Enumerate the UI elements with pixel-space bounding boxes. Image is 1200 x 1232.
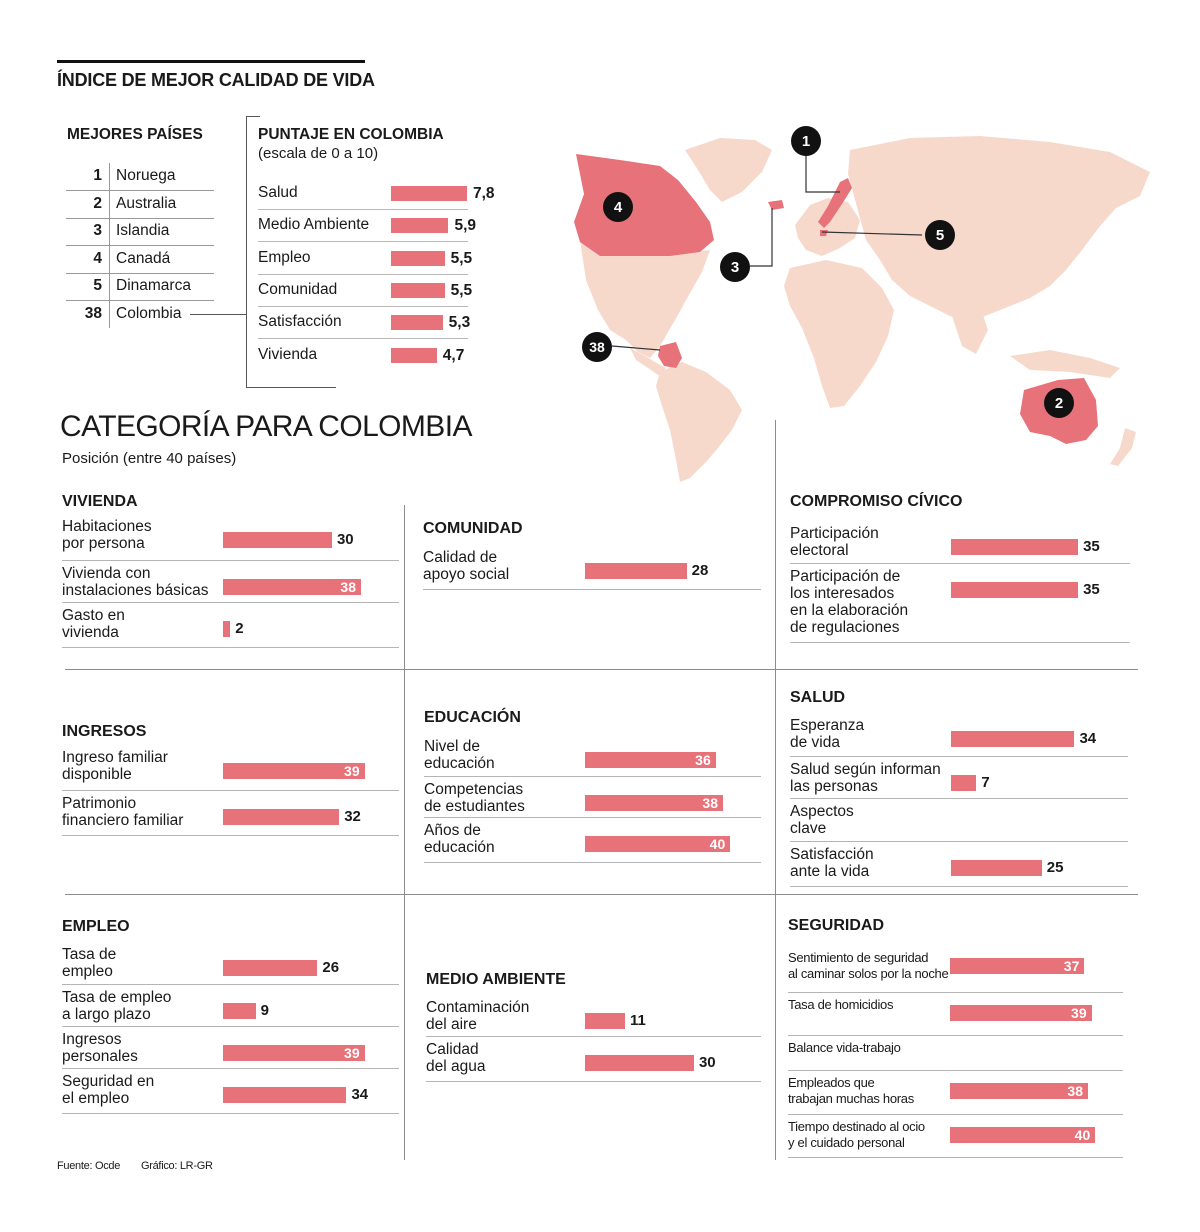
row-divider bbox=[423, 589, 761, 590]
score-bracket-top bbox=[246, 116, 260, 117]
rank-bar bbox=[950, 1083, 1088, 1099]
best-country-name: Noruega bbox=[116, 167, 176, 184]
row-divider bbox=[62, 835, 399, 836]
category-item-label: Tasa de empleo bbox=[62, 946, 117, 980]
rank-divider bbox=[109, 246, 110, 273]
row-divider bbox=[62, 1026, 399, 1027]
rank-bar bbox=[585, 836, 730, 852]
rank-bar bbox=[951, 775, 976, 791]
row-divider bbox=[62, 602, 399, 603]
category-item-label: Aspectos clave bbox=[790, 803, 854, 837]
score-label: Medio Ambiente bbox=[258, 216, 370, 234]
row-divider bbox=[62, 647, 399, 648]
rank-bar bbox=[950, 958, 1084, 974]
rank-bar bbox=[585, 752, 716, 768]
category-item-label: Vivienda con instalaciones básicas bbox=[62, 565, 209, 599]
row-divider bbox=[424, 817, 761, 818]
category-item-label: Tasa de homicidios bbox=[788, 997, 894, 1012]
row-divider bbox=[424, 776, 761, 777]
row-divider bbox=[790, 841, 1128, 842]
category-heading: SEGURIDAD bbox=[788, 917, 885, 934]
category-item-label: Esperanza de vida bbox=[790, 717, 865, 751]
south-america-shape bbox=[656, 362, 742, 482]
rank-value: 34 bbox=[351, 1086, 369, 1103]
category-item-label: Participación de los interesados en la elaboración de regulaciones bbox=[790, 568, 909, 636]
rank-bar bbox=[585, 563, 687, 579]
rank-value: 9 bbox=[260, 1002, 270, 1019]
score-heading: PUNTAJE EN COLOMBIA bbox=[258, 126, 444, 143]
row-divider bbox=[426, 1036, 761, 1037]
best-country-name: Australia bbox=[116, 194, 177, 212]
row-divider bbox=[788, 1070, 1123, 1071]
category-item-label: Salud según informan las personas bbox=[790, 761, 941, 795]
category-item-label: Seguridad en el empleo bbox=[62, 1073, 155, 1107]
best-country-row bbox=[66, 191, 214, 219]
category-heading: EDUCACIÓN bbox=[424, 709, 521, 726]
rank-bar bbox=[223, 1003, 256, 1019]
score-label: Vivienda bbox=[258, 345, 318, 363]
rank-value: 39 bbox=[344, 763, 360, 779]
row-divider bbox=[790, 756, 1128, 757]
rank-bar bbox=[223, 1045, 365, 1061]
row-divider bbox=[424, 862, 761, 863]
rank-value: 25 bbox=[1046, 859, 1064, 876]
world-map bbox=[510, 110, 1160, 490]
best-country-name: Canadá bbox=[116, 249, 171, 267]
rank-value: 38 bbox=[702, 795, 718, 811]
leader-3 bbox=[750, 208, 772, 266]
grid-vline-1 bbox=[404, 505, 405, 1160]
score-bar bbox=[391, 315, 443, 330]
rank-value: 38 bbox=[1067, 1083, 1083, 1099]
rank-bar bbox=[585, 1013, 625, 1029]
indonesia-shape bbox=[1010, 350, 1120, 378]
iceland-shape bbox=[768, 200, 784, 210]
row-divider bbox=[426, 1081, 761, 1082]
category-subtitle: Posición (entre 40 países) bbox=[62, 450, 237, 467]
rank-bar bbox=[950, 1127, 1095, 1143]
rank-bar bbox=[951, 539, 1078, 555]
score-label: Satisfacción bbox=[258, 313, 342, 331]
rank-value: 38 bbox=[340, 579, 356, 595]
rank-bar bbox=[223, 1087, 346, 1103]
rank-value: 36 bbox=[695, 752, 711, 768]
row-divider bbox=[62, 984, 399, 985]
grid-hline-1 bbox=[65, 669, 1138, 670]
rank-value: 7 bbox=[981, 774, 990, 791]
score-subheading: (escala de 0 a 10) bbox=[258, 145, 379, 162]
row-divider bbox=[788, 1035, 1123, 1036]
canada-shape bbox=[574, 154, 714, 256]
category-item-label: Nivel de educación bbox=[424, 738, 495, 772]
marker-3-label: 3 bbox=[730, 259, 740, 276]
score-label: Empleo bbox=[258, 248, 311, 266]
source-note: Fuente: Ocde bbox=[57, 1160, 121, 1172]
category-title: CATEGORÍA PARA COLOMBIA bbox=[60, 410, 472, 443]
rank-value: 40 bbox=[709, 836, 726, 852]
rank-divider bbox=[109, 301, 110, 328]
grid-hline-2 bbox=[65, 894, 1138, 895]
rank-value: 39 bbox=[344, 1045, 360, 1061]
category-item-label: Ingresos personales bbox=[62, 1031, 138, 1065]
rank-value: 28 bbox=[691, 562, 709, 579]
score-label: Salud bbox=[258, 184, 298, 201]
category-item-label: Habitaciones por persona bbox=[62, 518, 152, 552]
score-value: 5,5 bbox=[450, 281, 473, 299]
rank-value: 32 bbox=[344, 808, 361, 825]
rank-value: 30 bbox=[336, 531, 354, 548]
rank-bar bbox=[223, 763, 365, 779]
marker-2-label: 2 bbox=[1054, 395, 1064, 412]
best-country-row bbox=[66, 163, 214, 191]
asia-shape bbox=[848, 136, 1150, 322]
africa-shape bbox=[784, 260, 894, 408]
category-item-label: Sentimiento de seguridad al caminar solos por la noche bbox=[788, 950, 949, 981]
best-country-rank: 4 bbox=[93, 249, 102, 267]
score-value: 7,8 bbox=[473, 185, 495, 202]
rank-value: 35 bbox=[1083, 538, 1100, 555]
leader-1 bbox=[806, 154, 840, 192]
main-title: ÍNDICE DE MEJOR CALIDAD DE VIDA bbox=[57, 70, 375, 90]
best-country-name: Islandia bbox=[116, 222, 170, 240]
category-item-label: Tasa de empleo a largo plazo bbox=[62, 989, 172, 1023]
score-label: Comunidad bbox=[258, 280, 338, 298]
rank-bar bbox=[951, 860, 1042, 876]
category-item-label: Empleados que trabajan muchas horas bbox=[788, 1075, 914, 1106]
category-item-label: Balance vida-trabajo bbox=[788, 1040, 901, 1055]
rank-bar bbox=[223, 809, 339, 825]
best-country-rank: 1 bbox=[93, 167, 102, 184]
best-country-rank: 38 bbox=[84, 305, 102, 322]
row-divider bbox=[790, 886, 1128, 887]
row-divider bbox=[788, 1157, 1123, 1158]
score-bracket-bottom bbox=[246, 387, 336, 388]
category-heading: COMUNIDAD bbox=[423, 520, 523, 537]
row-divider bbox=[790, 642, 1130, 643]
category-item-label: Ingreso familiar disponible bbox=[62, 749, 168, 783]
category-item-label: Calidad del agua bbox=[426, 1041, 486, 1075]
score-value: 5,3 bbox=[448, 314, 471, 332]
rank-value: 37 bbox=[1063, 958, 1080, 974]
score-value: 5,5 bbox=[450, 249, 473, 267]
rank-bar bbox=[223, 960, 317, 976]
rank-value: 39 bbox=[1071, 1005, 1087, 1021]
best-country-name: Dinamarca bbox=[116, 277, 191, 295]
category-item-label: Calidad de apoyo social bbox=[423, 549, 510, 583]
marker-38-label: 38 bbox=[589, 339, 605, 355]
best-country-rank: 2 bbox=[93, 194, 102, 212]
category-heading: INGRESOS bbox=[62, 723, 147, 740]
best-country-row bbox=[66, 273, 214, 301]
rank-bar bbox=[585, 795, 723, 811]
category-heading: EMPLEO bbox=[62, 918, 130, 935]
rank-value: 11 bbox=[629, 1012, 646, 1029]
category-item-label: Gasto en vivienda bbox=[62, 607, 125, 641]
marker-1-label: 1 bbox=[801, 133, 811, 150]
best-country-rank: 5 bbox=[93, 277, 102, 295]
rank-value: 26 bbox=[322, 959, 340, 976]
category-heading: SALUD bbox=[790, 689, 846, 706]
best-country-name: Colombia bbox=[116, 305, 182, 322]
credit-note: Gráfico: LR-GR bbox=[141, 1160, 213, 1172]
rank-divider bbox=[109, 191, 110, 218]
score-value: 5,9 bbox=[454, 217, 477, 235]
best-countries-heading: MEJORES PAÍSES bbox=[67, 126, 203, 143]
row-divider bbox=[62, 1068, 399, 1069]
category-item-label: Patrimonio financiero familiar bbox=[62, 795, 184, 829]
score-value: 4,7 bbox=[442, 346, 465, 364]
best-country-rank: 3 bbox=[93, 222, 102, 240]
greenland-shape bbox=[685, 138, 772, 202]
best-country-row bbox=[66, 246, 214, 274]
category-heading: VIVIENDA bbox=[62, 493, 138, 510]
rank-bar bbox=[223, 579, 361, 595]
rank-divider bbox=[109, 163, 110, 190]
marker-5-label: 5 bbox=[935, 227, 945, 244]
score-bracket-left bbox=[246, 116, 247, 388]
score-bar bbox=[391, 186, 467, 201]
row-divider bbox=[788, 992, 1123, 993]
rank-divider bbox=[109, 273, 110, 300]
rank-value: 40 bbox=[1074, 1127, 1091, 1143]
category-item-label: Competencias de estudiantes bbox=[424, 781, 525, 815]
row-divider bbox=[790, 563, 1130, 564]
category-item-label: Satisfacción ante la vida bbox=[790, 846, 874, 880]
score-bar bbox=[391, 251, 445, 266]
rank-bar bbox=[223, 621, 230, 637]
row-divider bbox=[788, 1114, 1123, 1115]
europe-shape bbox=[795, 198, 860, 256]
new-zealand-shape bbox=[1110, 428, 1136, 466]
marker-4-label: 4 bbox=[613, 199, 623, 216]
rank-value: 30 bbox=[698, 1054, 716, 1071]
score-bar bbox=[391, 283, 445, 298]
row-divider bbox=[62, 790, 399, 791]
title-rule bbox=[57, 60, 365, 63]
row-divider bbox=[62, 560, 399, 561]
category-item-label: Contaminación del aire bbox=[426, 999, 530, 1033]
rank-bar bbox=[951, 731, 1074, 747]
rank-bar bbox=[223, 532, 332, 548]
score-bar bbox=[391, 348, 437, 363]
india-shape bbox=[950, 306, 988, 354]
rank-value: 34 bbox=[1079, 730, 1097, 747]
rank-bar bbox=[950, 1005, 1092, 1021]
rank-divider bbox=[109, 218, 110, 245]
rank-value: 35 bbox=[1083, 581, 1100, 598]
score-bar bbox=[391, 218, 448, 233]
category-item-label: Tiempo destinado al ocio y el cuidado personal bbox=[788, 1119, 925, 1150]
row-divider bbox=[790, 798, 1128, 799]
rank-bar bbox=[585, 1055, 694, 1071]
grid-vline-2 bbox=[775, 420, 776, 1160]
category-heading: COMPROMISO CÍVICO bbox=[790, 493, 963, 510]
category-item-label: Participación electoral bbox=[790, 525, 879, 559]
best-country-row bbox=[66, 218, 214, 246]
category-heading: MEDIO AMBIENTE bbox=[426, 971, 566, 988]
row-divider bbox=[62, 1113, 399, 1114]
colombia-connector bbox=[190, 314, 246, 315]
rank-bar bbox=[951, 582, 1078, 598]
category-item-label: Años de educación bbox=[424, 822, 495, 856]
rank-value: 2 bbox=[235, 620, 244, 637]
